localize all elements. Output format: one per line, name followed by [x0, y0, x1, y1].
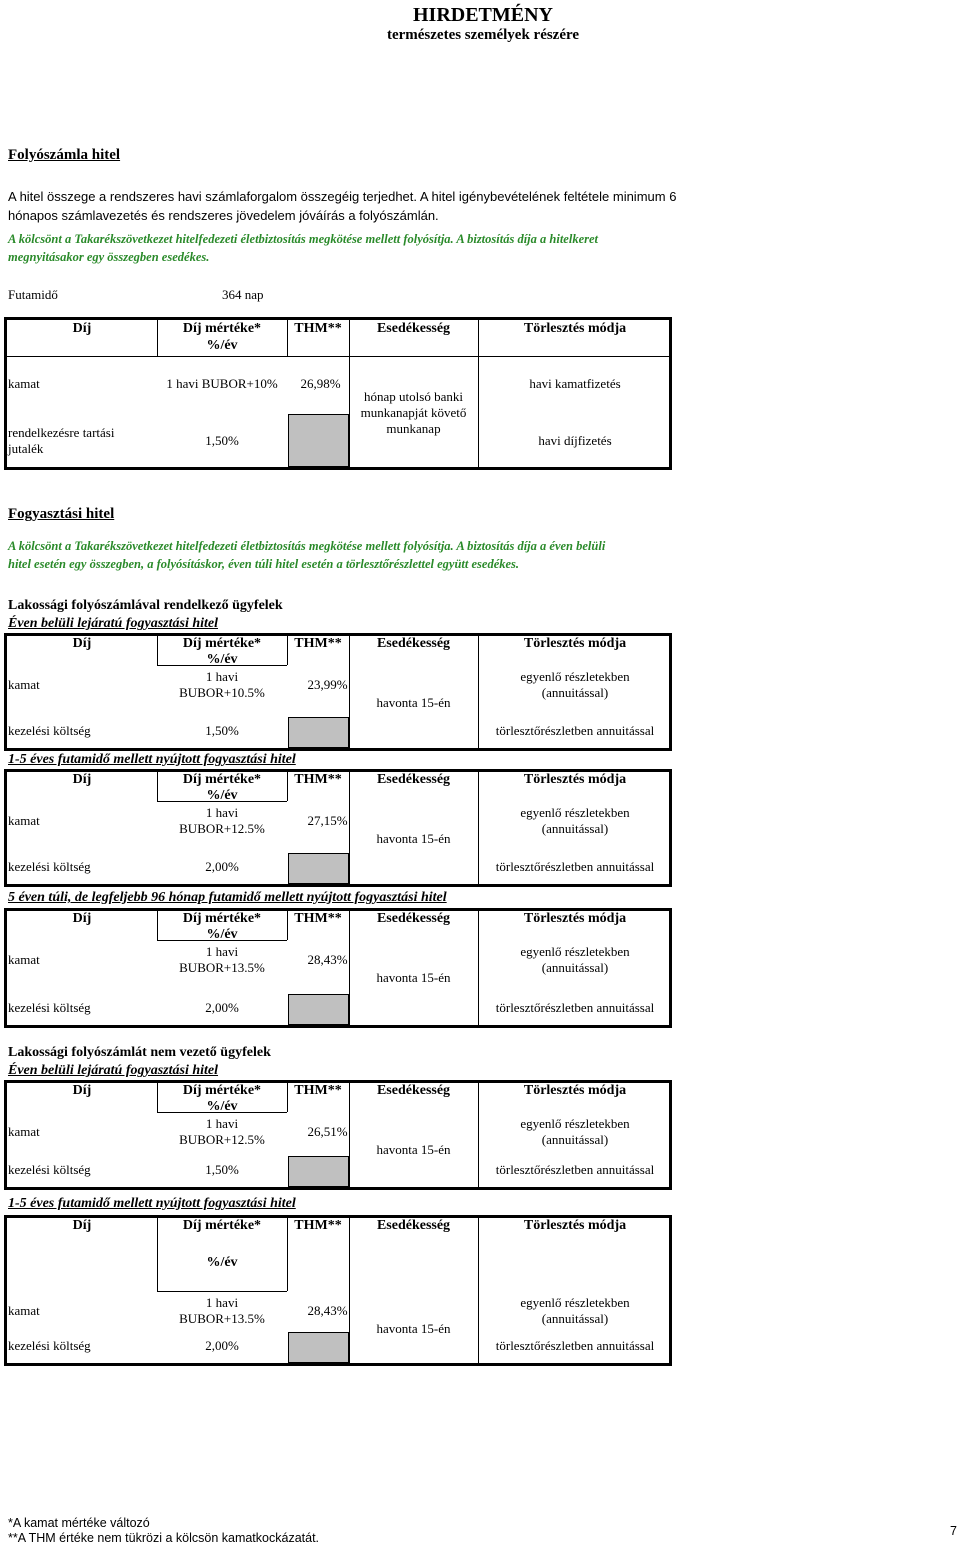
col-header-fee: Díj	[72, 772, 92, 787]
col-header-repayment: Törlesztés módja	[523, 636, 627, 651]
row-interest-fee: kamat	[8, 952, 40, 967]
col-header-thm: THM**	[294, 321, 342, 336]
due-date: havonta 15-én	[376, 970, 451, 985]
table-subtitle: 5 éven túli, de legfeljebb 96 hónap futamidő mellett nyújtott fogyasztási hitel	[8, 890, 447, 905]
row-handling-rate: 2,00%	[205, 1338, 239, 1353]
grid-line	[157, 1291, 287, 1292]
row-handling-fee: kezelési költség	[8, 1000, 91, 1015]
row-interest-repayment-line1: egyenlő részletekben	[520, 669, 630, 684]
col-header-rate: Díj mértéke*	[182, 1083, 262, 1098]
row-interest-fee: kamat	[8, 813, 40, 828]
row-interest-rate: BUBOR+13.5%	[179, 960, 265, 975]
overdraft-due	[349, 389, 478, 437]
col-header-repayment: Törlesztés módja	[523, 321, 627, 336]
row-interest-rate-prefix: 1 havi	[205, 669, 239, 684]
group1-title: Lakossági folyószámlával rendelkező ügyfelek	[8, 598, 283, 613]
col-header-thm: THM**	[294, 911, 342, 926]
thm-empty-cell	[288, 994, 349, 1025]
term-label: Futamidő	[8, 287, 58, 302]
overdraft-due-line2: munkanapját követő	[360, 405, 467, 420]
row-handling-rate: 1,50%	[205, 723, 239, 738]
col-header-rate: Díj mértéke*	[182, 321, 262, 336]
overdraft-insurance-note-line2: megnyitásakor egy összegben esedékes.	[8, 250, 210, 264]
col-header-due: Esedékesség	[376, 1083, 451, 1098]
row-interest-thm: 23,99%	[307, 677, 348, 692]
overdraft-description	[8, 187, 958, 225]
row-handling-fee: kezelési költség	[8, 723, 91, 738]
row-handling-fee: kezelési költség	[8, 859, 91, 874]
overdraft-insurance-note-line1: A kölcsönt a Takarékszövetkezet hitelfedezeti életbiztosítás megkötése mellett folyósítja. A biztosítás díja a hitelkeret	[8, 232, 599, 246]
row-handling-repayment: törlesztőrészletben annuitással	[495, 1338, 655, 1353]
row-interest-rate: 1 havi BUBOR+10%	[166, 376, 278, 391]
row-interest-thm: 26,98%	[300, 376, 341, 391]
thm-empty-cell	[288, 1332, 349, 1363]
table-subtitle: 1-5 éves futamidő mellett nyújtott fogyasztási hitel	[8, 1196, 296, 1211]
grid-line	[349, 911, 350, 1025]
page-number: 7	[950, 1524, 957, 1538]
row-interest-repayment: havi kamatfizetés	[529, 376, 621, 391]
col-header-rate-unit: %/év	[206, 1255, 238, 1270]
table-subtitle: Éven belüli lejáratú fogyasztási hitel	[8, 616, 219, 631]
row-handling-repayment: törlesztőrészletben annuitással	[495, 723, 655, 738]
col-header-rate-unit: %/év	[206, 652, 238, 667]
overdraft-due-line1: hónap utolsó banki	[364, 389, 463, 404]
col-header-thm: THM**	[294, 1083, 342, 1098]
overdraft-insurance-note	[8, 230, 958, 266]
overdraft-heading: Folyószámla hitel	[8, 147, 121, 163]
col-header-due: Esedékesség	[376, 321, 451, 336]
row-interest-fee: kamat	[8, 677, 40, 692]
consumer-insurance-note-line1: A kölcsönt a Takarékszövetkezet hitelfedezeti életbiztosítás megkötése mellett folyósítja. A biztosítás díja a éven belüli	[8, 539, 606, 553]
row-commitment-fee	[8, 425, 114, 457]
col-header-due: Esedékesség	[376, 636, 451, 651]
row-interest-repayment-line2: (annuitással)	[541, 1132, 609, 1147]
due-date: havonta 15-én	[376, 831, 451, 846]
col-header-repayment: Törlesztés módja	[523, 772, 627, 787]
col-header-fee: Díj	[72, 911, 92, 926]
col-header-rate-unit: %/év	[206, 927, 238, 942]
row-interest-thm: 27,15%	[307, 813, 348, 828]
term-value: 364 nap	[222, 287, 264, 302]
row-commitment-fee-line1: rendelkezésre tartási	[8, 425, 115, 440]
row-interest-repayment-line2: (annuitással)	[541, 685, 609, 700]
row-interest-rate-prefix: 1 havi	[205, 1295, 239, 1310]
grid-line	[349, 1218, 350, 1363]
row-handling-rate: 2,00%	[205, 859, 239, 874]
col-header-repayment: Törlesztés módja	[523, 1218, 627, 1233]
table-subtitle: Éven belüli lejáratú fogyasztási hitel	[8, 1063, 219, 1078]
row-interest-rate-prefix: 1 havi	[205, 1116, 239, 1131]
group2-title: Lakossági folyószámlát nem vezető ügyfelek	[8, 1045, 271, 1060]
table-subtitle: 1-5 éves futamidő mellett nyújtott fogyasztási hitel	[8, 752, 296, 767]
thm-empty-cell	[288, 1156, 349, 1187]
thm-empty-cell	[288, 853, 349, 884]
row-interest-repayment-line1: egyenlő részletekben	[520, 805, 630, 820]
col-header-repayment: Törlesztés módja	[523, 911, 627, 926]
consumer-insurance-note-line2: hitel esetén egy összegben, a folyósításkor, éven túli hitel esetén a törlesztőrészlettel együtt esedékes.	[8, 557, 520, 571]
overdraft-due-line3: munkanap	[386, 421, 441, 436]
page-subtitle: természetes személyek részére	[386, 27, 580, 43]
row-interest-rate: BUBOR+12.5%	[179, 1132, 265, 1147]
row-commitment-fee-line2: jutalék	[8, 441, 44, 456]
col-header-thm: THM**	[294, 1218, 342, 1233]
col-header-fee: Díj	[72, 1218, 92, 1233]
col-header-rate: Díj mértéke*	[182, 1218, 262, 1233]
overdraft-description-line1: A hitel összege a rendszeres havi számlaforgalom összegéig terjedhet. A hitel igénybevételének feltétele minimum 6	[8, 189, 677, 204]
consumer-heading: Fogyasztási hitel	[8, 506, 115, 522]
due-date: havonta 15-én	[376, 1321, 451, 1336]
row-interest-repayment-line1: egyenlő részletekben	[520, 1295, 630, 1310]
col-header-due: Esedékesség	[376, 911, 451, 926]
page-title: HIRDETMÉNY	[412, 4, 553, 26]
col-header-rate: Díj mértéke*	[182, 772, 262, 787]
row-interest-rate: BUBOR+12.5%	[179, 821, 265, 836]
col-header-fee: Díj	[72, 321, 92, 336]
row-interest-repayment-line2: (annuitással)	[541, 1311, 609, 1326]
row-interest-repayment-line1: egyenlő részletekben	[520, 944, 630, 959]
row-handling-repayment: törlesztőrészletben annuitással	[495, 1000, 655, 1015]
row-handling-fee: kezelési költség	[8, 1338, 91, 1353]
thm-empty-cell	[288, 717, 349, 748]
row-handling-repayment: törlesztőrészletben annuitással	[495, 1162, 655, 1177]
col-header-due: Esedékesség	[376, 772, 451, 787]
footnote-thm: **A THM értéke nem tükrözi a kölcsön kamatkockázatát.	[8, 1531, 320, 1544]
col-header-fee: Díj	[72, 636, 92, 651]
row-interest-thm: 28,43%	[307, 1303, 348, 1318]
row-interest-thm: 26,51%	[307, 1124, 348, 1139]
row-commitment-repayment: havi díjfizetés	[538, 433, 612, 448]
col-header-rate: Díj mértéke*	[182, 911, 262, 926]
col-header-thm: THM**	[294, 636, 342, 651]
row-interest-fee: kamat	[8, 376, 40, 391]
col-header-rate-unit: %/év	[206, 1099, 238, 1114]
col-header-thm: THM**	[294, 772, 342, 787]
col-header-rate-unit: %/év	[206, 338, 238, 353]
row-interest-rate-prefix: 1 havi	[205, 944, 239, 959]
row-interest-rate-prefix: 1 havi	[205, 805, 239, 820]
thm-empty-cell	[288, 414, 349, 467]
col-header-rate: Díj mértéke*	[182, 636, 262, 651]
col-header-due: Esedékesség	[376, 1218, 451, 1233]
footnote-interest: *A kamat mértéke változó	[8, 1516, 150, 1530]
overdraft-description-line2: hónapos számlavezetés és rendszeres jövedelem jóváírás a folyószámlán.	[8, 208, 439, 223]
row-interest-thm: 28,43%	[307, 952, 348, 967]
row-interest-fee: kamat	[8, 1303, 40, 1318]
row-handling-rate: 2,00%	[205, 1000, 239, 1015]
row-interest-repayment-line2: (annuitással)	[541, 821, 609, 836]
row-interest-repayment-line1: egyenlő részletekben	[520, 1116, 630, 1131]
row-commitment-rate: 1,50%	[205, 433, 239, 448]
col-header-rate-unit: %/év	[206, 788, 238, 803]
col-header-fee: Díj	[72, 1083, 92, 1098]
row-handling-fee: kezelési költség	[8, 1162, 91, 1177]
row-interest-rate: BUBOR+13.5%	[179, 1311, 265, 1326]
row-handling-rate: 1,50%	[205, 1162, 239, 1177]
row-handling-repayment: törlesztőrészletben annuitással	[495, 859, 655, 874]
due-date: havonta 15-én	[376, 1142, 451, 1157]
row-interest-repayment-line2: (annuitással)	[541, 960, 609, 975]
col-header-repayment: Törlesztés módja	[523, 1083, 627, 1098]
row-interest-fee: kamat	[8, 1124, 40, 1139]
due-date: havonta 15-én	[376, 695, 451, 710]
row-interest-rate: BUBOR+10.5%	[179, 685, 265, 700]
consumer-insurance-note	[8, 537, 958, 573]
